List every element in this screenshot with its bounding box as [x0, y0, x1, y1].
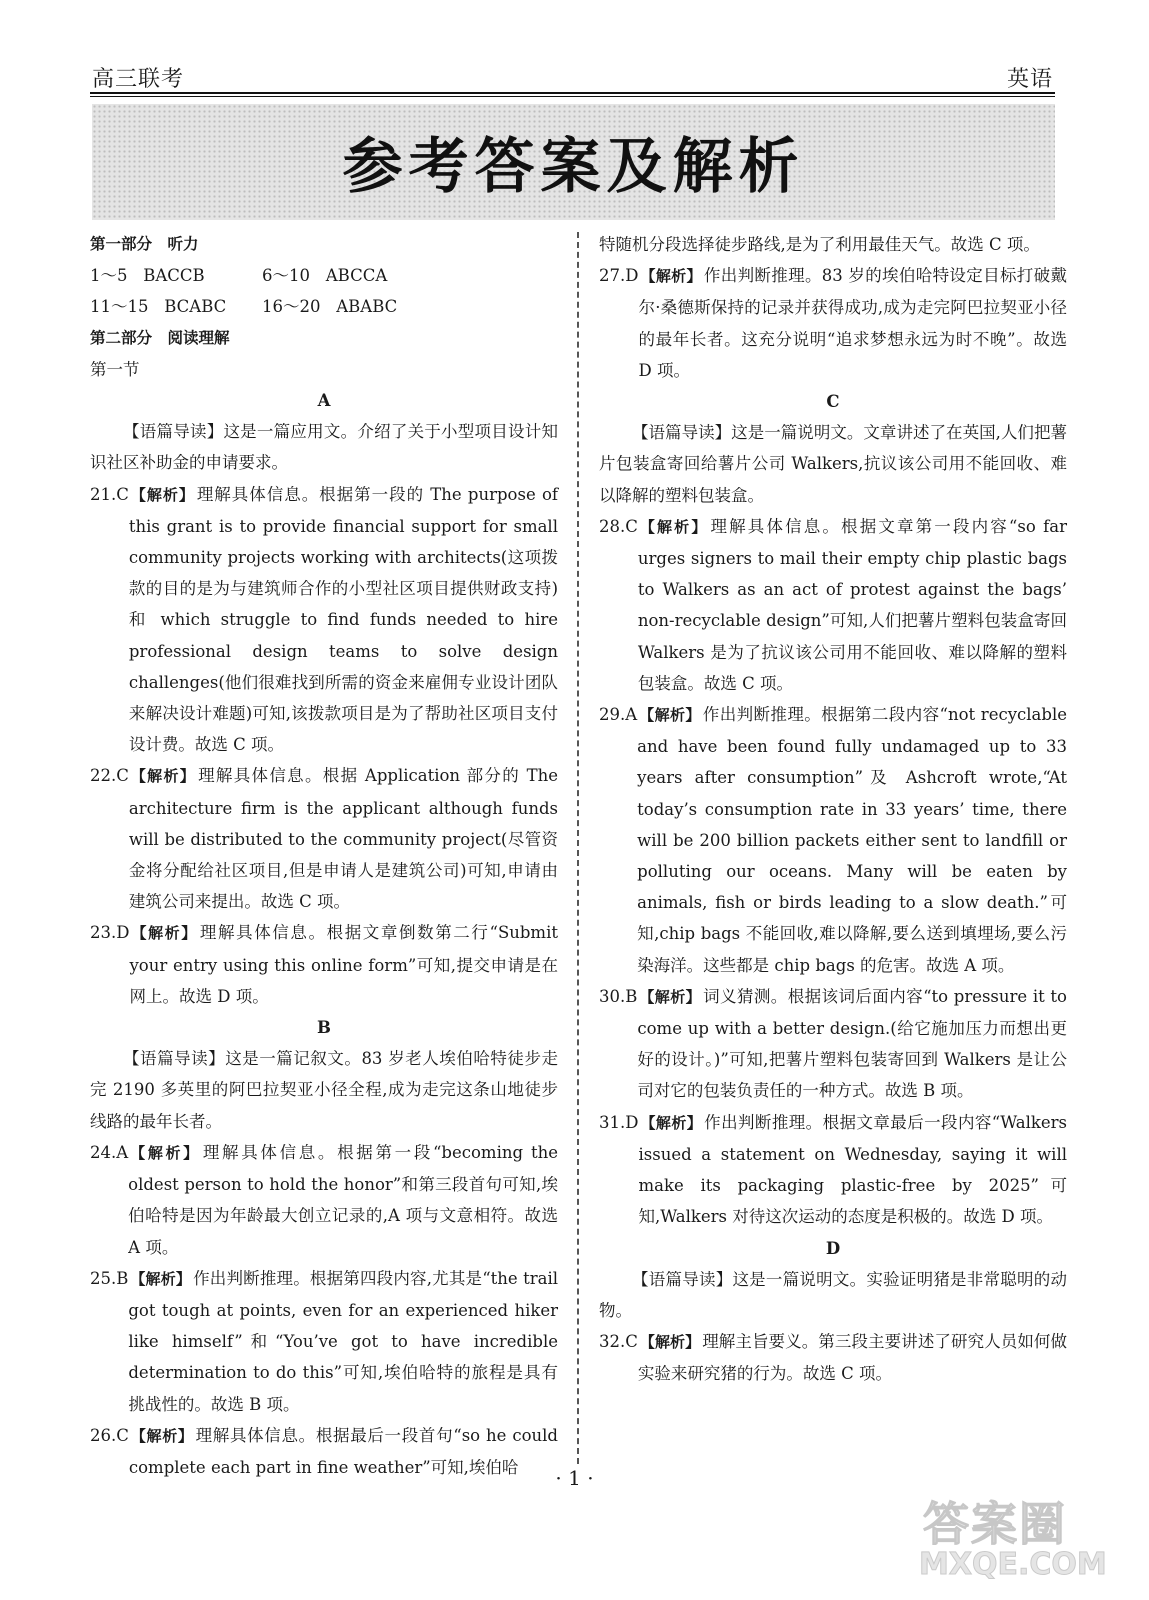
- header-subject: 英语: [1006, 67, 1053, 92]
- analysis-tag: 【解析】: [130, 1269, 192, 1288]
- watermark-url: MXQE.COM: [919, 1547, 1107, 1582]
- column-divider: [577, 232, 579, 1464]
- answer-number: 31.D: [599, 1112, 639, 1132]
- listening-group: [90, 291, 262, 322]
- listening-row: [90, 291, 558, 322]
- listening-answers: ABABC: [336, 297, 398, 317]
- answer-item-23: [90, 917, 558, 1012]
- answer-item-25: [90, 1263, 558, 1420]
- header-subject-series: 高三联考: [92, 67, 185, 92]
- answer-explanation: 作出判断推理。根据第二段内容“not recyclable and have been found fully undamaged up to 33 years after consumption”及 Ashcroft wrote,“At today’s consumption rate in 33 years’ time, there will be 200 billion packets either sent to landfill or polluting our oceans. Many will be eaten by animals, fish or birds leading to a slow death.”可知,chip bags 不能回收,难以降解,要么送到填埋场,要么污染海洋。这些都是 chip bags 的危害。故选 A 项。: [637, 705, 1067, 975]
- listening-group: [262, 291, 397, 322]
- left-column: [90, 229, 558, 1483]
- answer-number: 32.C: [599, 1332, 638, 1352]
- analysis-tag: 【解析】: [130, 485, 195, 504]
- answer-item-32: [599, 1326, 1067, 1389]
- answer-explanation: 理解具体信息。根据第一段的 The purpose of this grant is to provide financial support for small community projects working with architects(这项拨款的目的是为与建筑师合作的小型社区项目提供财政支持)和 which struggle to find funds needed to hire professional design teams to solve design challenges(他们很难找到所需的资金来雇佣专业设计团队来解决设计难题)可知,该拨款项目是为了帮助社区项目支付设计费。故选 C 项。: [128, 484, 558, 755]
- answer-number: 26.C: [90, 1425, 129, 1445]
- answer-explanation: 作出判断推理。83 岁的埃伯哈特设定目标打破戴尔·桑德斯保持的记录并获得成功,成为走完阿巴拉契亚小径的最年长者。这充分说明“追求梦想永远为时不晚”。故选 D 项。: [638, 266, 1067, 380]
- answer-number: 28.C: [599, 516, 638, 536]
- listening-range: 6～10: [262, 266, 310, 286]
- answer-continuation: 特随机分段选择徒步路线,是为了利用最佳天气。故选 C 项。: [599, 235, 1040, 254]
- listening-range: 16～20: [262, 297, 321, 317]
- analysis-tag: 【解析】: [130, 1426, 194, 1445]
- passage-d-letter: D: [825, 1238, 841, 1258]
- right-column: [599, 229, 1067, 1390]
- answer-explanation: 理解具体信息。根据文章第一段内容“so far urges signers to mail their empty chip plastic bags to Walkers as an act of protest against the bags’ non-recyclable design”可知,人们把薯片塑料包装盒寄回 Walkers 是为了抗议该公司用不能回收、难以降解的塑料包装盒。故选 C 项。: [637, 516, 1067, 693]
- answer-number: 22.C: [90, 766, 129, 786]
- listening-row: [90, 260, 558, 291]
- analysis-tag: 【解析】: [640, 1113, 703, 1132]
- analysis-tag: 【解析】: [639, 987, 702, 1006]
- passage-c-intro: 【语篇导读】这是一篇说明文。文章讲述了在英国,人们把薯片包装盒寄回给薯片公司 Walkers,抗议该公司用不能回收、难以降解的塑料包装盒。: [599, 423, 1067, 505]
- section-label: 第一节: [90, 359, 140, 379]
- answer-number: 21.C: [90, 484, 129, 504]
- listening-answers: BCABC: [164, 297, 227, 317]
- answer-item-31: [599, 1107, 1067, 1233]
- answer-explanation: 词义猜测。根据该词后面内容“to pressure it to come up with a better design.(给它施加压力而想出更好的设计。)”可知,把薯片塑料包装寄回到 Walkers 是让公司对它的包装负责任的一种方式。故选 B 项。: [637, 986, 1067, 1101]
- answer-explanation: 理解具体信息。根据最后一段首句“so he could complete each part in fine weather”可知,埃伯哈: [128, 1425, 558, 1477]
- answer-explanation: 作出判断推理。根据第四段内容,尤其是“the trail got tough at points, even for an experienced hiker like himself”和“You’ve got to have incredible determination to do this”可知,埃伯哈特的旅程是具有挑战性的。故选 B 项。: [128, 1268, 558, 1414]
- answer-item-22: [90, 760, 558, 917]
- answer-explanation: 理解主旨要义。第三段主要讲述了研究人员如何做实验来研究猪的行为。故选 C 项。: [637, 1332, 1067, 1384]
- answer-item-27: [599, 260, 1067, 386]
- passage-a-intro: 【语篇导读】这是一篇应用文。介绍了关于小型项目设计知识社区补助金的申请要求。: [90, 422, 558, 473]
- answer-number: 29.A: [599, 705, 638, 725]
- passage-d-intro: 【语篇导读】这是一篇说明文。实验证明猪是非常聪明的动物。: [599, 1269, 1067, 1320]
- passage-c-letter: C: [826, 392, 840, 412]
- listening-group: [262, 260, 387, 291]
- passage-b-intro: 【语篇导读】这是一篇记叙文。83 岁老人埃伯哈特徒步走完 2190 多英里的阿巴拉契亚小径全程,成为走完这条山地徒步线路的最年长者。: [90, 1049, 558, 1131]
- passage-a-letter: A: [317, 391, 331, 411]
- watermark-text: 答案圈: [923, 1497, 1067, 1551]
- analysis-tag: 【解析】: [639, 517, 709, 536]
- listening-answers: BACCB: [143, 266, 205, 286]
- part1-title: 第一部分 听力: [90, 235, 199, 253]
- listening-range: 11～15: [90, 297, 149, 317]
- answer-explanation: 理解具体信息。根据第一段“becoming the oldest person to hold the honor”和第三段首句可知,埃伯哈特是因为年龄最大创立记录的,A 项与文意相符。故选 A 项。: [128, 1142, 558, 1257]
- analysis-tag: 【解析】: [130, 1143, 201, 1162]
- analysis-tag: 【解析】: [639, 1333, 701, 1352]
- answer-explanation: 作出判断推理。根据文章最后一段内容“Walkers issued a statement on Wednesday, saying it will make its packaging plastic-free by 2025”可知,Walkers 对待这次运动的态度是积极的。故选 D 项。: [638, 1112, 1067, 1227]
- answer-number: 25.B: [90, 1268, 129, 1288]
- passage-b-letter: B: [317, 1018, 331, 1038]
- page-title: 参考答案及解析: [342, 132, 805, 202]
- answer-item-21: [90, 479, 558, 761]
- analysis-tag: 【解析】: [640, 267, 702, 286]
- answer-number: 30.B: [599, 986, 638, 1006]
- answer-number: 24.A: [90, 1142, 129, 1162]
- title-banner: [92, 104, 1055, 220]
- listening-answers: ABCCA: [325, 266, 388, 286]
- answer-item-29: [599, 699, 1067, 981]
- page-number: · 1 ·: [555, 1466, 594, 1490]
- answer-item-30: [599, 981, 1067, 1107]
- answer-explanation: 理解具体信息。根据文章倒数第二行“Submit your entry using this online form”可知,提交申请是在网上。故选 D 项。: [129, 923, 558, 1006]
- watermark-logo: [913, 1486, 1113, 1582]
- answer-number: 23.D: [90, 923, 130, 943]
- analysis-tag: 【解析】: [130, 767, 197, 786]
- analysis-tag: 【解析】: [639, 706, 701, 725]
- part2-title: 第二部分 阅读理解: [90, 328, 230, 347]
- answer-item-24: [90, 1137, 558, 1263]
- answer-number: 27.D: [599, 266, 639, 286]
- listening-group: [90, 260, 262, 291]
- analysis-tag: 【解析】: [131, 924, 198, 943]
- answer-item-28: [599, 511, 1067, 699]
- answer-explanation: 理解具体信息。根据 Application 部分的 The architecture firm is the applicant although funds will be distributed to the community project(尽管资金将分配给社区项目,但是申请人是建筑公司)可知,申请由建筑公司来提出。故选 C 项。: [128, 766, 558, 912]
- listening-range: 1～5: [90, 266, 128, 286]
- header-rule: [90, 92, 1055, 97]
